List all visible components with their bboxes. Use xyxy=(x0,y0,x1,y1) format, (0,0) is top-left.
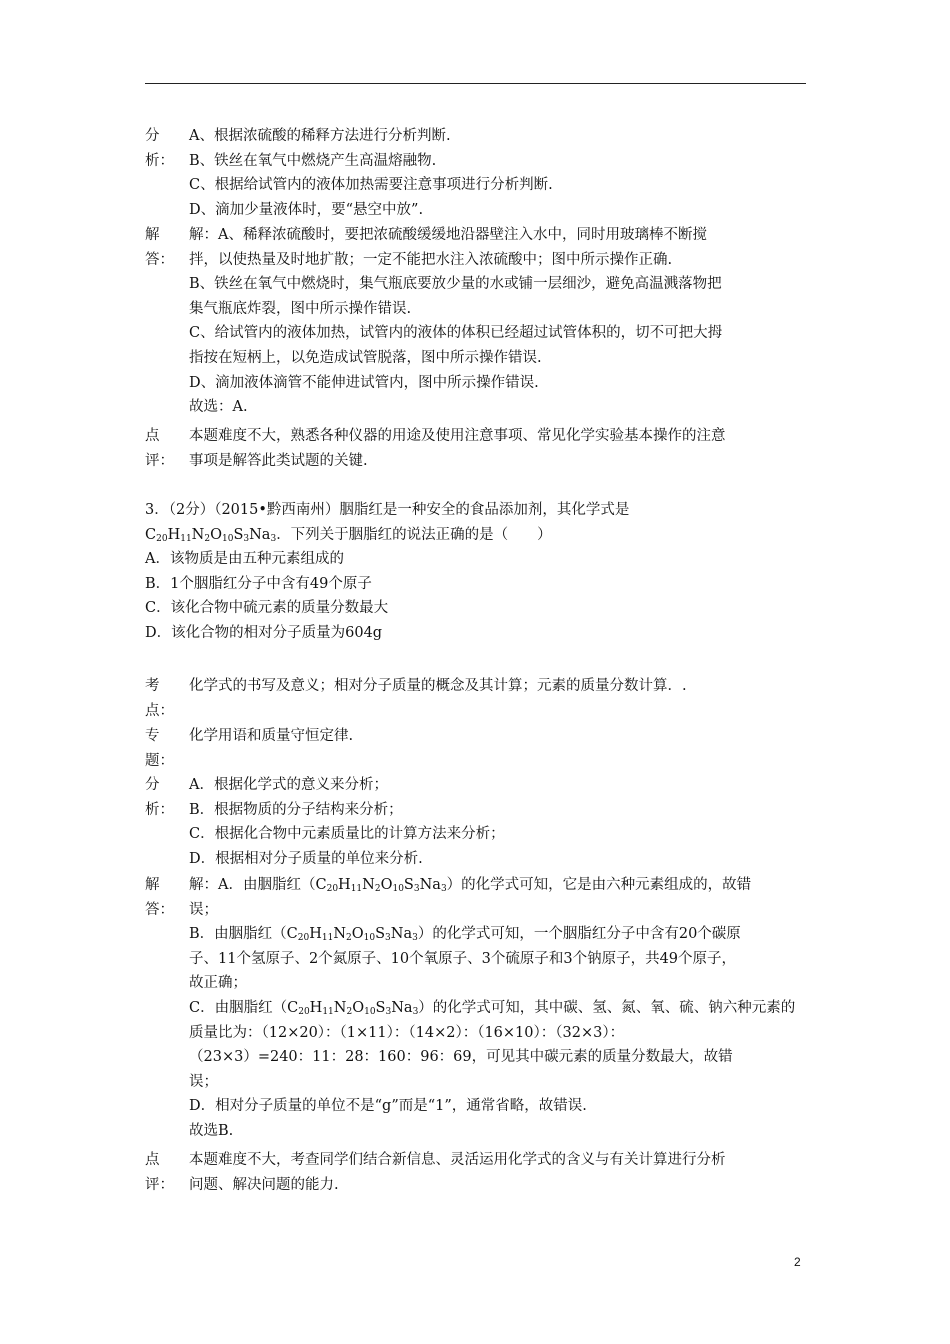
answer-line: B．由胭脂红$(C_{20}H_{11}N_2O_{10}S_3Na_3)$的化学式可知，一个胭脂红分子中含有20个碳原 xyxy=(189,926,741,944)
q3-stem xyxy=(145,498,810,646)
label: 评： xyxy=(145,1176,174,1193)
q3-answer-section xyxy=(145,873,810,1144)
answer-line: 误； xyxy=(189,1073,218,1090)
q3-kaodian-section xyxy=(145,674,810,723)
zhuanti-text: 化学用语和质量守恒定律. xyxy=(189,728,354,744)
chemical-formula: $C_{20}H_{11}N_2O_{10}S_3Na_3$ xyxy=(145,526,277,544)
answer-line: 故选B. xyxy=(189,1122,234,1139)
answer-line: C、给试管内的液体加热，试管内的液体的体积已经超过试管体积的，切不可把大拇 xyxy=(189,325,723,342)
analysis-line: A、根据浓硫酸的稀释方法进行分析判断. xyxy=(189,128,451,144)
label: 析： xyxy=(145,801,174,818)
answer-line: 故正确； xyxy=(189,975,247,992)
option-b: B．1个胭脂红分子中含有49个原子 xyxy=(145,575,372,592)
q2-analysis-section xyxy=(145,124,810,222)
label: 点 xyxy=(145,428,160,444)
label: 析： xyxy=(145,152,174,169)
answer-line: （23×3）=240：11：28：160：96：69，可见其中碳元素的质量分数最大，故错 xyxy=(189,1049,733,1066)
analysis-line: D．根据相对分子质量的单位来分析. xyxy=(189,850,423,867)
q3-comment-section xyxy=(145,1148,810,1197)
q2-comment-section xyxy=(145,424,810,473)
answer-line: 质量比为：（12×20）：（1×11）：（14×2）：（16×10）：（32×3）： xyxy=(189,1024,625,1041)
answer-line: 误； xyxy=(189,901,218,918)
analysis-line: D、滴加少量液体时，要“悬空中放”. xyxy=(189,201,424,218)
answer-line: 故选：A. xyxy=(189,399,248,416)
label: 解 xyxy=(145,877,160,893)
label: 点： xyxy=(145,702,174,719)
answer-line: 解：A、稀释浓硫酸时，要把浓硫酸缓缓地沿器壁注入水中，同时用玻璃棒不断搅 xyxy=(189,227,707,243)
answer-line: D．相对分子质量的单位不是“g”而是“1”，通常省略，故错误. xyxy=(189,1098,587,1115)
label: 分 xyxy=(145,128,160,144)
analysis-line: B、铁丝在氧气中燃烧产生高温熔融物. xyxy=(189,152,437,169)
label: 答： xyxy=(145,251,174,268)
analysis-line: A．根据化学式的意义来分析； xyxy=(189,777,388,793)
answer-line: C．由胭脂红$(C_{20}H_{11}N_2O_{10}S_3Na_3)$的化学式可知，其中碳、氢、氮、氧、硫、钠六种元素的 xyxy=(189,999,796,1017)
answer-line: B、铁丝在氧气中燃烧时，集气瓶底要放少量的水或铺一层细沙，避免高温溅落物把 xyxy=(189,276,722,293)
chemical-formula: $C_{20}H_{11}N_2O_{10}S_3Na_3$ xyxy=(286,926,418,944)
answer-line: 指按在短柄上，以免造成试管脱落，图中所示操作错误. xyxy=(189,349,542,366)
label: 点 xyxy=(145,1152,160,1168)
option-c: C．该化合物中硫元素的质量分数最大 xyxy=(145,600,389,617)
stem-formula-line: $C_{20}H_{11}N_2O_{10}S_3Na_3$．下列关于胭脂红的说法正确的是（ ） xyxy=(145,526,552,544)
q2-answer-section xyxy=(145,223,810,420)
comment-line: 问题、解决问题的能力. xyxy=(189,1176,339,1193)
analysis-line: B．根据物质的分子结构来分析； xyxy=(189,801,403,818)
label: 评： xyxy=(145,452,174,469)
comment-line: 事项是解答此类试题的关键. xyxy=(189,452,368,469)
label: 分 xyxy=(145,777,160,793)
kaodian-text: 化学式的书写及意义；相对分子质量的概念及其计算；元素的质量分数计算．. xyxy=(189,678,687,694)
answer-line: D、滴加液体滴管不能伸进试管内，图中所示操作错误. xyxy=(189,374,539,391)
option-a: A．该物质是由五种元素组成的 xyxy=(145,551,344,568)
label: 答： xyxy=(145,901,174,918)
page-number: 2 xyxy=(794,1255,801,1269)
chemical-formula: $C_{20}H_{11}N_2O_{10}S_3Na_3$ xyxy=(287,999,419,1017)
comment-line: 本题难度不大，熟悉各种仪器的用途及使用注意事项、常见化学实验基本操作的注意 xyxy=(189,428,726,444)
analysis-line: C、根据给试管内的液体加热需要注意事项进行分析判断. xyxy=(189,177,553,194)
q3-analysis-section xyxy=(145,773,810,871)
stem-line: 3．（2分）（2015•黔西南州）胭脂红是一种安全的食品添加剂，其化学式是 xyxy=(145,502,630,518)
answer-line: 子、11个氢原子、2个氮原子、10个氧原子、3个硫原子和3个钠原子，共49个原子， xyxy=(189,950,737,967)
analysis-line: C．根据化合物中元素质量比的计算方法来分析； xyxy=(189,826,505,843)
header-rule xyxy=(145,83,806,84)
answer-line: 解：A．由胭脂红$(C_{20}H_{11}N_2O_{10}S_3Na_3)$的化学式可知，它是由六种元素组成的，故错 xyxy=(189,877,752,894)
option-d: D．该化合物的相对分子质量为604g xyxy=(145,624,383,641)
answer-line: 拌，以使热量及时地扩散；一定不能把水注入浓硫酸中；图中所示操作正确. xyxy=(189,251,673,268)
comment-line: 本题难度不大，考查同学们结合新信息、灵活运用化学式的含义与有关计算进行分析 xyxy=(189,1152,726,1168)
q3-zhuanti-section xyxy=(145,724,810,773)
chemical-formula: $C_{20}H_{11}N_2O_{10}S_3Na_3$ xyxy=(315,877,447,894)
label: 解 xyxy=(145,227,160,243)
label: 考 xyxy=(145,678,160,694)
label: 专 xyxy=(145,728,160,744)
answer-line: 集气瓶底炸裂，图中所示操作错误. xyxy=(189,300,412,317)
label: 题： xyxy=(145,752,174,769)
